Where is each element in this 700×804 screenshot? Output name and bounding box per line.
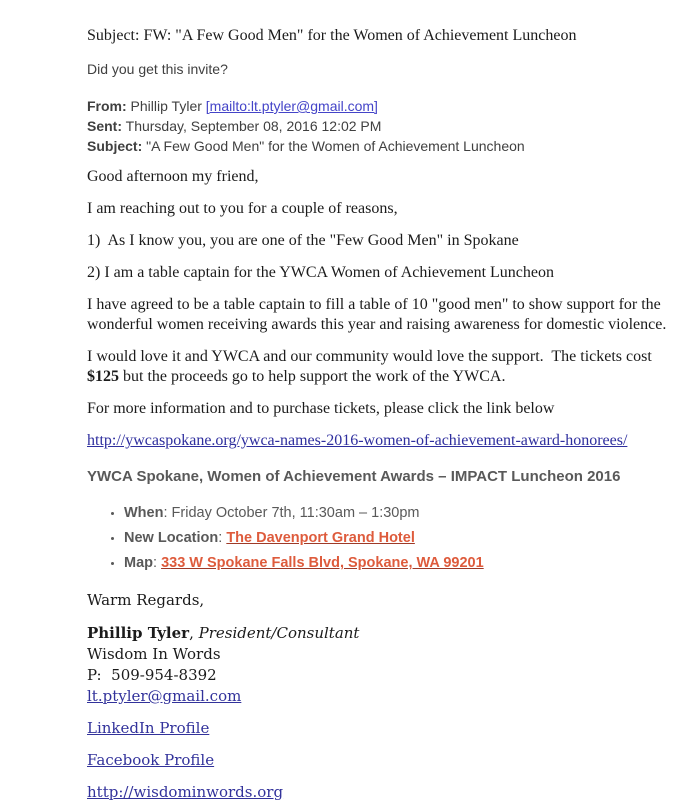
email-link[interactable]: lt.ptyler@gmail.com (87, 687, 242, 705)
tickets-price: $125 (87, 368, 119, 385)
event-when-item (124, 501, 700, 526)
signature-email-line (87, 686, 700, 707)
meta-sent-label: Sent: (87, 118, 122, 134)
meta-subject-label: Subject: (87, 138, 143, 154)
signature-name-line (87, 623, 700, 644)
meta-subject-line (87, 136, 700, 156)
signature-company: Wisdom In Words (87, 645, 221, 663)
event-details-list (87, 501, 700, 576)
map-link[interactable]: 333 W Spokane Falls Blvd, Spokane, WA 99201 (161, 555, 484, 571)
facebook-link-line (87, 750, 700, 771)
link-info-paragraph: For more information and to purchase tickets, please click the link below (87, 400, 555, 417)
tickets-paragraph (87, 347, 687, 387)
signature-title: President/Consultant (198, 624, 360, 642)
signature-block (87, 590, 700, 803)
honorees-link[interactable]: http://ywcaspokane.org/ywca-names-2016-women-of-achievement-award-honorees/ (87, 432, 628, 449)
event-map-label: Map (124, 555, 153, 571)
linkedin-link-line (87, 718, 700, 739)
linkedin-link[interactable]: LinkedIn Profile (87, 719, 210, 737)
venue-link[interactable]: The Davenport Grand Hotel (226, 530, 415, 546)
reaching-out-paragraph: I am reaching out to you for a couple of reasons, (87, 200, 398, 217)
reason-2-paragraph: 2) I am a table captain for the YWCA Women of Achievement Luncheon (87, 264, 554, 281)
greeting-paragraph: Good afternoon my friend, (87, 168, 259, 185)
meta-from-value: Phillip Tyler (126, 98, 206, 114)
event-location-label: New Location (124, 530, 219, 546)
email-meta-block (87, 96, 700, 156)
tickets-text-after: but the proceeds go to help support the work of the YWCA. (119, 368, 506, 385)
signature-name-sep: , (189, 624, 199, 642)
meta-from-line (87, 96, 700, 116)
website-link-line (87, 782, 700, 803)
forward-subject-line: Subject: FW: "A Few Good Men" for the Women of Achievement Luncheon (87, 27, 577, 44)
mailto-link[interactable]: [mailto:lt.ptyler@gmail.com] (205, 98, 378, 114)
event-when-value: Friday October 7th, 11:30am – 1:30pm (171, 505, 420, 521)
tickets-text-before: I would love it and YWCA and our community would love the support. The tickets cost (87, 348, 656, 365)
event-location-sep: : (218, 530, 227, 546)
event-map-sep: : (153, 555, 162, 571)
signature-name: Phillip Tyler (87, 624, 190, 642)
meta-from-label: From: (87, 98, 127, 114)
signature-phone: P: 509-954-8392 (87, 666, 217, 684)
meta-sent-value: Thursday, September 08, 2016 12:02 PM (122, 118, 382, 134)
meta-subject-value: "A Few Good Men" for the Women of Achievement Luncheon (142, 138, 525, 154)
signature-closing: Warm Regards, (87, 591, 205, 609)
meta-sent-line (87, 116, 700, 136)
main-link-paragraph (87, 431, 687, 451)
event-map-item (124, 551, 700, 576)
table-captain-paragraph: I have agreed to be a table captain to fill a table of 10 "good men" to show support for the wonderful women receiving awards this year and raising awareness for domestic violence. (87, 296, 667, 333)
intro-question: Did you get this invite? (87, 61, 228, 77)
event-location-item (124, 526, 700, 551)
facebook-link[interactable]: Facebook Profile (87, 751, 215, 769)
reason-1-paragraph: 1) As I know you, you are one of the "Few Good Men" in Spokane (87, 232, 519, 249)
event-heading: YWCA Spokane, Women of Achievement Awards – IMPACT Luncheon 2016 (87, 468, 621, 485)
website-link[interactable]: http://wisdominwords.org (87, 783, 284, 801)
event-when-label: When (124, 505, 164, 521)
event-when-sep: : (163, 505, 172, 521)
